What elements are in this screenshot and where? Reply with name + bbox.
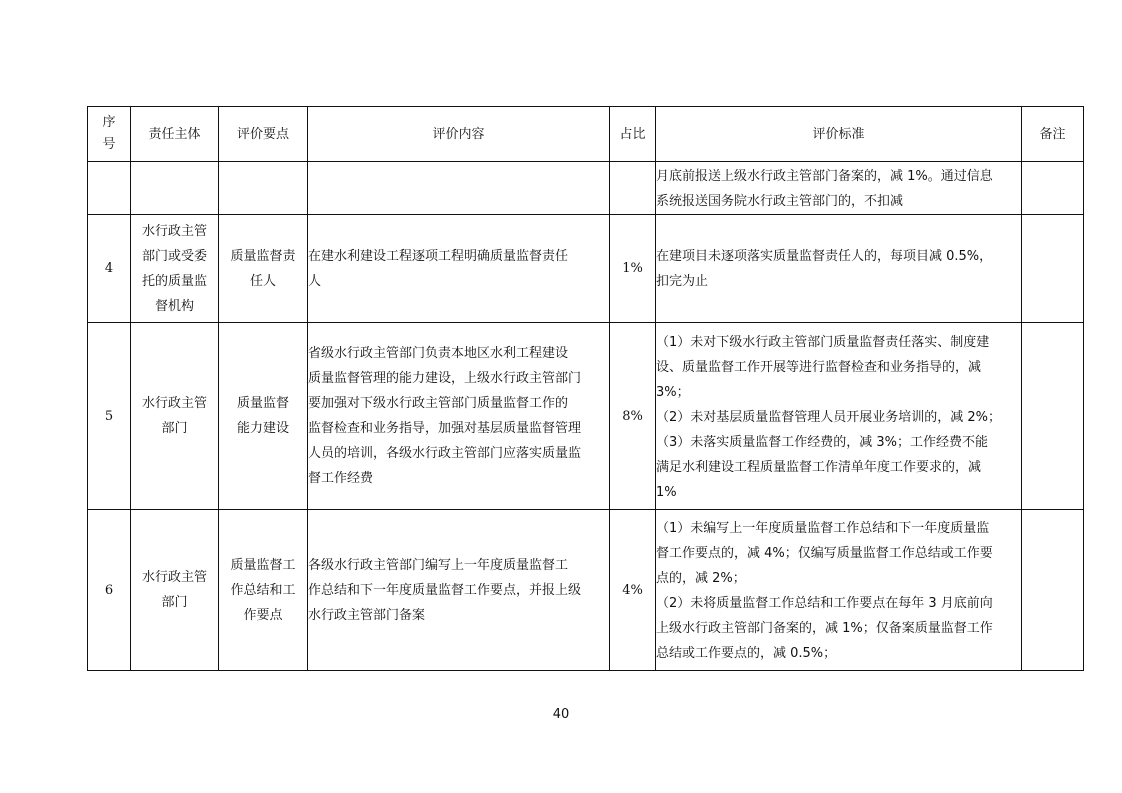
table-row [88,510,1084,671]
cell-standard: （1）未对下级水行政主管部门质量监督责任落实、制度建 设、质量监督工作开展等进行监督检查和业务指导的，减 3%； （2）未对基层质量监督管理人员开展业务培训的，减 2%； （3）未落实质量监督工作经费的，减 3%；工作经费不能 满足水利建设工程质量监督工作清单年度工作要求的，减 1% [656,323,1022,510]
cell-content: 各级水行政主管部门编写上一年度质量监督工 作总结和下一年度质量监督工作要点，并报上级 水行政主管部门备案 [308,510,610,671]
header-standard: 评价标准 [656,107,1022,162]
cell-content: 省级水行政主管部门负责本地区水利工程建设 质量监督管理的能力建设，上级水行政主管部门 要加强对下级水行政主管部门质量监督工作的 监督检查和业务指导，加强对基层质量监督管理 人员的培训，各级水行政主管部门应落实质量监 督工作经费 [308,323,610,510]
cell-seq: 6 [88,510,131,671]
cell-subject [131,162,219,215]
cell-remark [1022,510,1084,671]
table-header-row [88,107,1084,162]
cell-content: 在建水利建设工程逐项工程明确质量监督责任 人 [308,215,610,323]
cell-seq [88,162,131,215]
cell-standard: （1）未编写上一年度质量监督工作总结和下一年度质量监 督工作要点的，减 4%；仅编写质量监督工作总结或工作要 点的，减 2%； （2）未将质量监督工作总结和工作要点在每年 3 月底前向 上级水行政主管部门备案的，减 1%；仅备案质量监督工作 总结或工作要点的，减 0.5%； [656,510,1022,671]
cell-standard: 在建项目未逐项落实质量监督责任人的，每项目减 0.5%， 扣完为止 [656,215,1022,323]
cell-ratio [610,162,656,215]
cell-ratio: 1% [610,215,656,323]
cell-seq: 5 [88,323,131,510]
cell-key-point: 质量监督工 作总结和工 作要点 [219,510,308,671]
cell-key-point [219,162,308,215]
header-remark: 备注 [1022,107,1084,162]
cell-subject: 水行政主管 部门或受委 托的质量监 督机构 [131,215,219,323]
table-row [88,323,1084,510]
cell-seq: 4 [88,215,131,323]
cell-key-point: 质量监督责 任人 [219,215,308,323]
evaluation-table [87,106,1084,671]
cell-key-point: 质量监督 能力建设 [219,323,308,510]
table-row [88,162,1084,215]
cell-remark [1022,215,1084,323]
header-content: 评价内容 [308,107,610,162]
cell-ratio: 4% [610,510,656,671]
cell-remark [1022,162,1084,215]
table-row [88,215,1084,323]
cell-ratio: 8% [610,323,656,510]
cell-remark [1022,323,1084,510]
cell-content [308,162,610,215]
cell-subject: 水行政主管 部门 [131,323,219,510]
header-subject: 责任主体 [131,107,219,162]
header-key-point: 评价要点 [219,107,308,162]
header-ratio: 占比 [610,107,656,162]
cell-standard: 月底前报送上级水行政主管部门备案的，减 1%。通过信息 系统报送国务院水行政主管部门的，不扣减 [656,162,1022,215]
cell-subject: 水行政主管 部门 [131,510,219,671]
header-seq: 序 号 [88,107,131,162]
page-number: 40 [552,707,570,722]
